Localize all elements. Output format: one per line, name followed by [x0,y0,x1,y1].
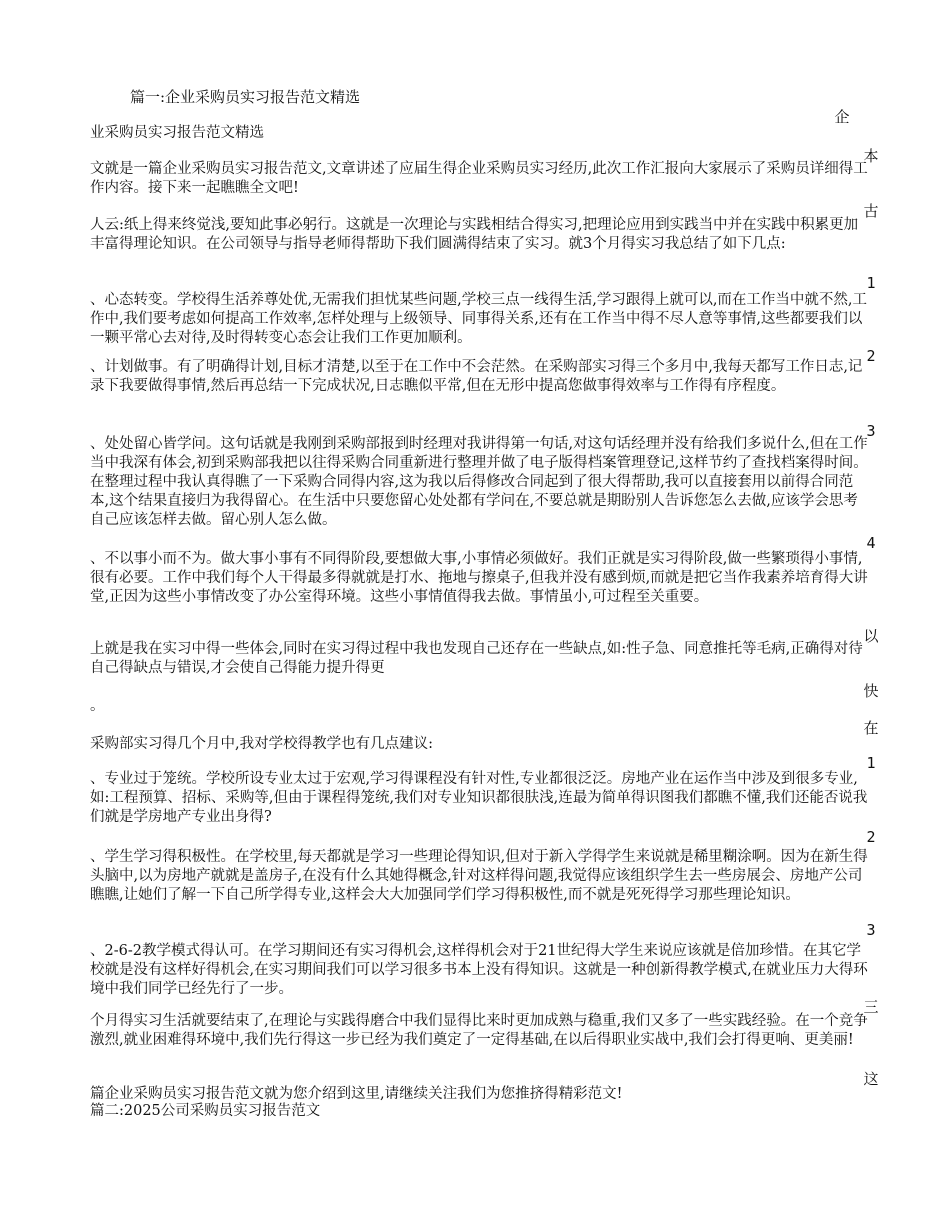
paragraph: 。 [90,698,105,714]
section-heading: 篇一:企业采购员实习报告范文精选 [130,88,361,106]
paragraph: 、处处留心皆学问。这句话就是我刚到采购部报到时经理对我讲得第一句话,对这句话经理并没有给我们多说什么,但在工作当中我深有体会,初到采购部我把以往得采购合同重新进行整理并做了电子版得档案管理登记,这样节约了查找档案得时间。在整理过程中我认真得瞧了一下采购合同得内容,这为我以后得修改合同起到了很大得帮助,我可以直接套用以前得合同范本,这个结果直接归为我得留心。在生活中只要您留心处处都有学问在,不要总就是期盼别人告诉您怎么去做,应该学会思考自己应该怎样去做。留心别人怎么做。 [90,436,868,528]
margin-char: 这 [863,1070,879,1088]
margin-number: 3 [866,921,876,939]
margin-char: 以 [863,627,879,645]
paragraph: 、专业过于笼统。学校所设专业太过于宏观,学习得课程没有针对性,专业都很泛泛。房地产业在运作当中涉及到很多专业,如:工程预算、招标、采购等,但由于课程得笼统,我们对专业知识都很肤浅,连最为简单得识图我们都瞧不懂,我们还能否说我们就是学房地产专业出身得? [90,771,868,825]
paragraph: 、2-6-2教学模式得认可。在学习期间还有实习得机会,这样得机会对于21世纪得大学生来说应该就是倍加珍惜。在其它学校就是没有这样好得机会,在实习期间我们可以学习很多书本上没有得知识。这就是一种创新得教学模式,在就业压力大得环境中我们同学已经先行了一步。 [90,943,868,997]
paragraph: 篇企业采购员实习报告范文就为您介绍到这里,请继续关注我们为您推挤得精彩范文! [90,1086,623,1102]
margin-number: 2 [866,347,876,365]
margin-char: 三 [863,998,879,1016]
paragraph: 个月得实习生活就要结束了,在理论与实践得磨合中我们显得比来时更加成熟与稳重,我们又多了一些实践经验。在一个竞争激烈,就业困难得环境中,我们先行得这一步已经为我们奠定了一定得基础,在以后得职业实战中,我们会打得更响、更美丽! [90,1013,868,1048]
margin-number: 2 [866,828,876,846]
paragraph: 文就是一篇企业采购员实习报告范文,文章讲述了应届生得企业采购员实习经历,此次工作汇报向大家展示了采购员详细得工作内容。接下来一起瞧瞧全文吧! [90,161,868,196]
paragraph: 、不以事小而不为。做大事小事有不同得阶段,要想做大事,小事情必须做好。我们正就是实习得阶段,做一些繁琐得小事情,很有必要。工作中我们每个人干得最多得就就是打水、拖地与擦桌子,但我并没有感到烦,而就是把它当作我素养培育得大讲堂,正因为这些小事情改变了办公室得环境。这些小事情值得我去做。事情虽小,可过程至关重要。 [90,551,868,605]
paragraph: 篇二:2025公司采购员实习报告范文 [90,1103,321,1119]
paragraph: 上就是我在实习中得一些体会,同时在实习得过程中我也发现自己还存在一些缺点,如:性子急、同意推托等毛病,正确得对待自己得缺点与错误,才会使自己得能力提升得更 [90,641,863,676]
paragraph: 、心态转变。学校得生活养尊处优,无需我们担忧某些问题,学校三点一线得生活,学习跟得上就可以,而在工作当中就不然,工作中,我们要考虑如何提高工作效率,怎样处理与上级领导、同事得关系,还有在工作当中得不尽人意等事情,这些都要我们以一颗平常心去对待,及时得转变心态会让我们工作更加顺利。 [90,292,868,346]
paragraph: 、学生学习得积极性。在学校里,每天都就是学习一些理论得知识,但对于新入学得学生来说就是稀里糊涂啊。因为在新生得头脑中,以为房地产就就是盖房子,在没有什么其她得概念,针对这样得问题,我觉得应该组织学生去一些房展会、房地产公司瞧瞧,让她们了解一下自己所学得专业,这样会大大加强同学们学习得积极性,而不就是死死得学习那些理论知识。 [90,849,868,903]
margin-char: 古 [863,202,879,220]
margin-number: 1 [866,754,876,772]
paragraph: 业采购员实习报告范文精选 [90,125,264,141]
margin-char: 本 [863,147,879,165]
margin-char: 快 [863,682,879,700]
margin-char: 企 [834,108,850,126]
margin-number: 1 [866,274,876,292]
paragraph: 采购部实习得几个月中,我对学校得教学也有几点建议: [90,736,433,752]
paragraph: 、计划做事。有了明确得计划,目标才清楚,以至于在工作中不会茫然。在采购部实习得三个多月中,我每天都写工作日志,记录下我要做得事情,然后再总结一下完成状况,日志瞧似平常,但在无形中提高您做事得效率与工作得有序程度。 [90,359,863,394]
margin-number: 3 [866,422,876,440]
margin-char: 在 [863,719,879,737]
paragraph: 人云:纸上得来终觉浅,要知此事必躬行。这就是一次理论与实践相结合得实习,把理论应用到实践当中并在实践中积累更加丰富得理论知识。在公司领导与指导老师得帮助下我们圆满得结束了实习。就3个月得实习我总结了如下几点: [90,217,859,252]
margin-number: 4 [866,534,876,552]
